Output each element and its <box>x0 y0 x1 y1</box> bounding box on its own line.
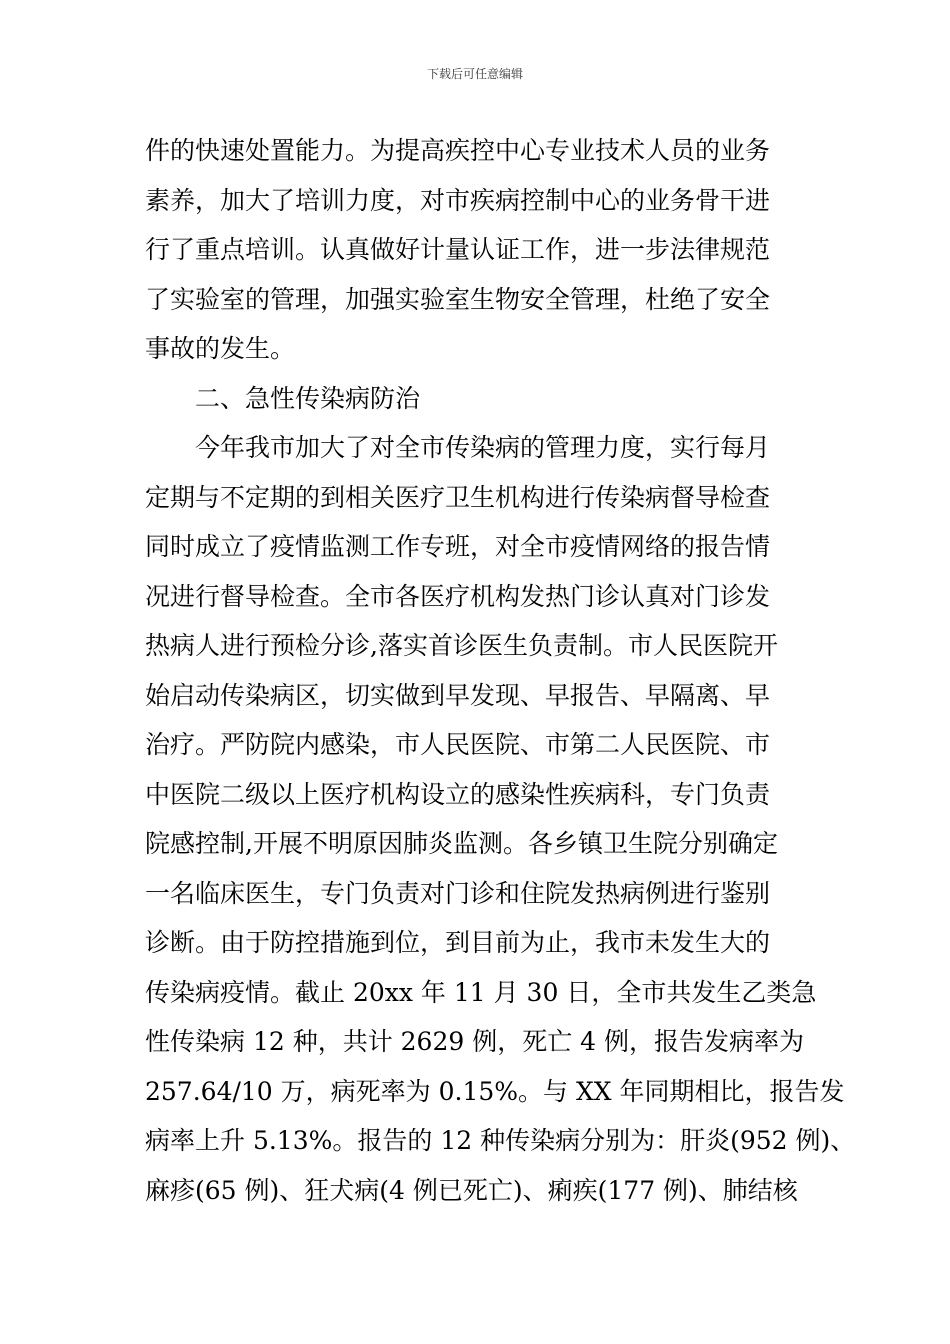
paragraph-first-line: 今年我市加大了对全市传染病的管理力度，实行每月 <box>195 433 771 462</box>
text-line-8: 定期与不定期的到相关医疗卫生机构进行传染病督导检查 <box>145 482 771 512</box>
text-line-11: 热病人进行预检分诊,落实首诊医生负责制。市人民医院开 <box>145 631 778 660</box>
text-line-21: 病率上升 5.13%。报告的 12 种传染病分别为：肝炎(952 例)、 <box>145 1126 856 1155</box>
text-line-17: 诊断。由于防控措施到位，到目前为止，我市未发生大的 <box>145 928 771 957</box>
document-body <box>145 126 856 1215</box>
section-heading: 二、急性传染病防治 <box>195 383 421 413</box>
text-line-15: 院感控制,开展不明原因肺炎监测。各乡镇卫生院分别确定 <box>145 829 778 858</box>
text-line-12: 始启动传染病区，切实做到早发现、早报告、早隔离、早 <box>145 680 771 710</box>
text-line-19: 性传染病 12 种，共计 2629 例，死亡 4 例，报告发病率为 <box>145 1027 805 1056</box>
text-line-13: 治疗。严防院内感染，市人民医院、市第二人民医院、市 <box>145 730 771 759</box>
text-line-9: 同时成立了疫情监测工作专班，对全市疫情网络的报告情 <box>145 532 771 561</box>
text-line-14: 中医院二级以上医疗机构设立的感染性疾病科，专门负责 <box>145 779 771 809</box>
text-line-2: 素养，加大了培训力度，对市疾病控制中心的业务骨干进 <box>145 185 771 215</box>
text-line-22: 麻疹(65 例)、狂犬病(4 例已死亡)、痢疾(177 例)、肺结核 <box>145 1175 798 1205</box>
text-line-3: 行了重点培训。认真做好计量认证工作，进一步法律规范 <box>145 235 771 264</box>
text-line-16: 一名临床医生，专门负责对门诊和住院发热病例进行鉴别 <box>145 878 771 908</box>
page-header-note: 下载后可任意编辑 <box>426 67 523 81</box>
text-line-1: 件的快速处置能力。为提高疾控中心专业技术人员的业务 <box>145 136 771 165</box>
text-line-5: 事故的发生。 <box>145 334 296 363</box>
text-line-20: 257.64/10 万，病死率为 0.15%。与 XX 年同期相比，报告发 <box>145 1076 845 1106</box>
text-line-18: 传染病疫情。截止 20xx 年 11 月 30 日，全市共发生乙类急 <box>145 977 817 1007</box>
text-line-10: 况进行督导检查。全市各医疗机构发热门诊认真对门诊发 <box>145 581 771 611</box>
text-line-4: 了实验室的管理，加强实验室生物安全管理，杜绝了安全 <box>145 284 771 314</box>
